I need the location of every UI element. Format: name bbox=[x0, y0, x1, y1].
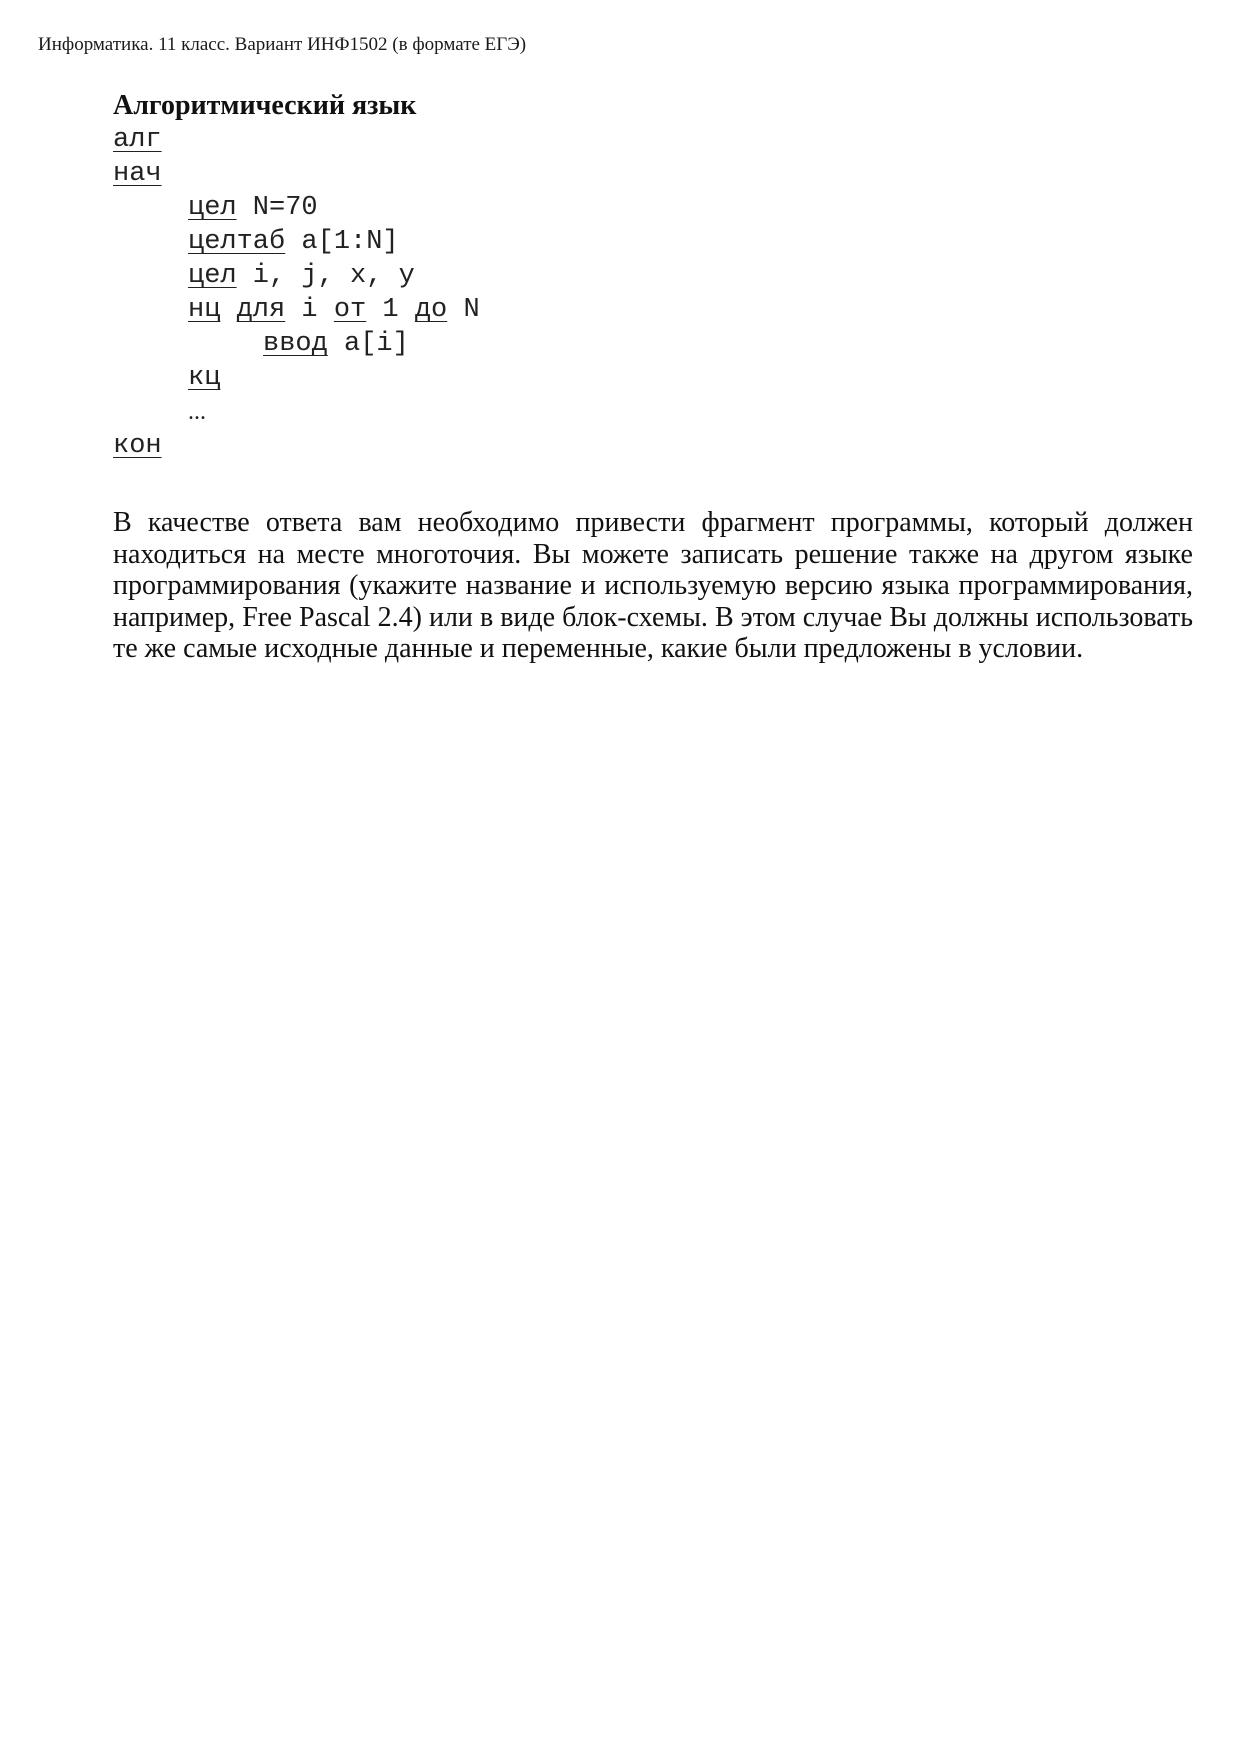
keyword-ot: от bbox=[333, 295, 367, 325]
keyword-alg: алг bbox=[113, 125, 162, 155]
keyword-kc: кц bbox=[188, 363, 221, 393]
keyword-vvod: ввод bbox=[263, 329, 328, 359]
keyword-kon: кон bbox=[113, 431, 162, 461]
code-line-ellipsis bbox=[113, 395, 480, 429]
code-text: 1 bbox=[366, 295, 415, 325]
code-line-kon bbox=[113, 429, 480, 463]
instructions-paragraph: В качестве ответа вам необходимо привести фрагмент программы, который должен находиться на месте многоточия. Вы можете записать решение также на другом языке программирования (укажите название и используемую версию языка программирования, например, Free Pascal 2.4) или в виде блок-схемы. В этом случае Вы должны использовать те же самые исходные данные и переменные, какие были предложены в условии. bbox=[113, 507, 1193, 664]
code-line-loop-end bbox=[113, 361, 480, 395]
code-line-alg bbox=[113, 123, 480, 157]
code-line-n-decl bbox=[113, 191, 480, 225]
keyword-cel: цел bbox=[188, 193, 237, 223]
code-text: a[i] bbox=[327, 329, 409, 359]
keyword-celtab: целтаб bbox=[188, 227, 286, 257]
code-line-input bbox=[113, 327, 480, 361]
keyword-cel: цел bbox=[188, 261, 237, 291]
keyword-do: до bbox=[414, 295, 448, 325]
keyword-nach: нач bbox=[113, 159, 162, 189]
section-title: Алгоритмический язык bbox=[113, 90, 417, 121]
code-block bbox=[113, 123, 480, 463]
code-line-nach bbox=[113, 157, 480, 191]
code-text: a[1:N] bbox=[285, 227, 399, 257]
code-text: N=70 bbox=[236, 193, 318, 223]
code-text: i bbox=[285, 295, 334, 325]
keyword-nc: нц bbox=[188, 295, 221, 325]
code-line-array-decl bbox=[113, 225, 480, 259]
code-line-loop bbox=[113, 293, 480, 327]
code-text: N bbox=[447, 295, 480, 325]
keyword-dlya: для bbox=[236, 295, 286, 325]
ellipsis: ... bbox=[188, 399, 206, 425]
code-line-vars-decl bbox=[113, 259, 480, 293]
page-header: Информатика. 11 класс. Вариант ИНФ1502 (в формате ЕГЭ) bbox=[38, 34, 527, 55]
code-text: i, j, x, y bbox=[236, 261, 415, 291]
